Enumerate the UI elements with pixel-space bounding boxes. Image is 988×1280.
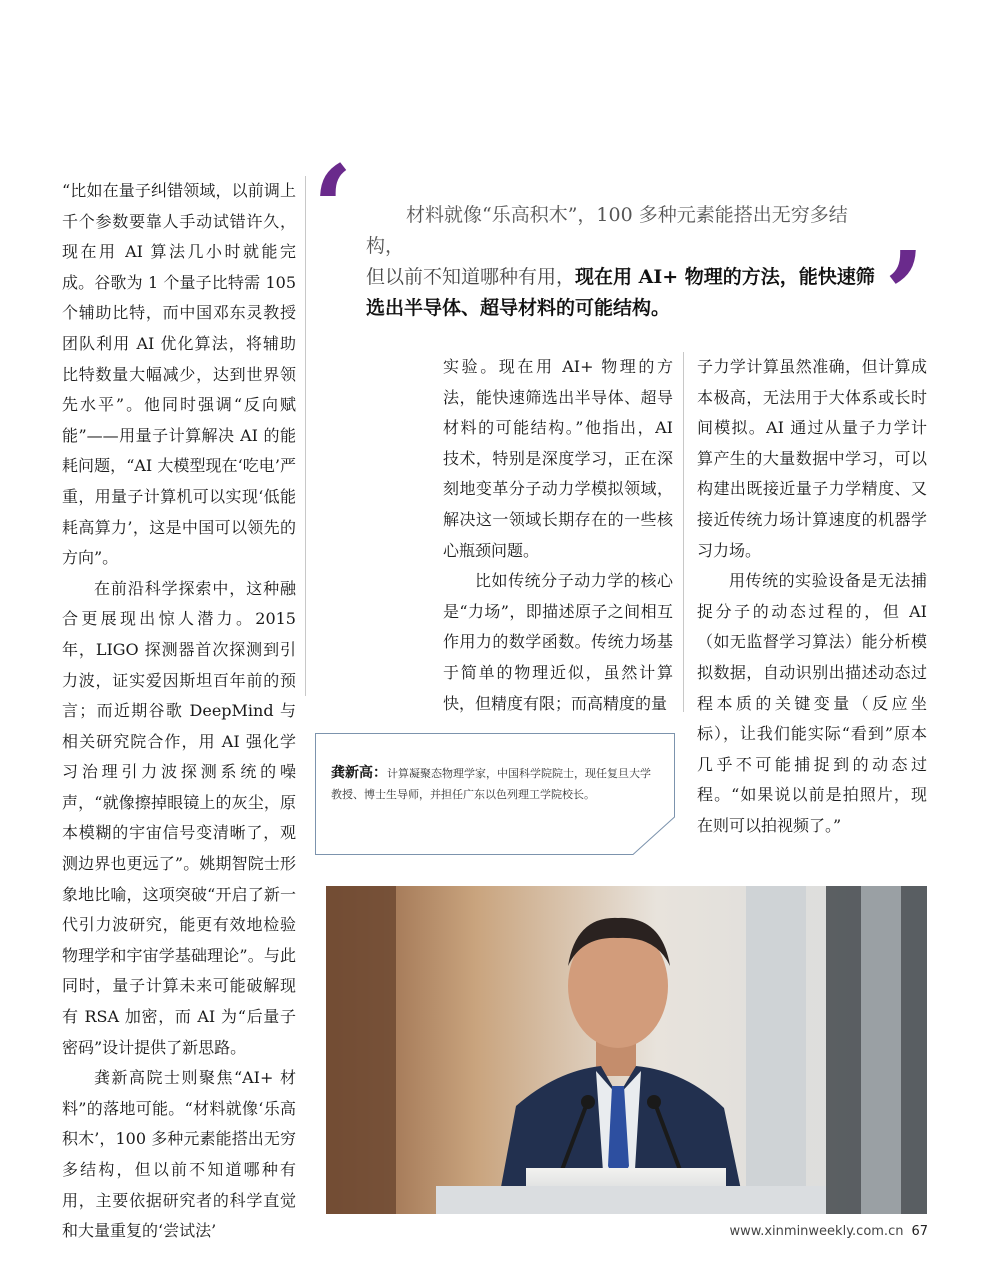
right-paragraph-2: 用传统的实验设备是无法捕捉分子的动态过程的，但 AI（如无监督学习算法）能分析模拟数据，自动识别出描述动态过程本质的关键变量（反应坐标），让我们能实际“看到”原本几乎不可能捕捉到的动态过程。“如果说以前是拍照片，现在则可以拍视频了。” [697,571,927,835]
middle-paragraph-1: 实验。现在用 AI+ 物理的方法，能快速筛选出半导体、超导材料的可能结构。”他指出，AI 技术，特别是深度学习，正在深刻地变革分子动力学模拟领域，解决这一领域长期存在的一些核心瓶颈问题。 [443,357,673,560]
pull-quote-normal: 但以前不知道哪种有用， [366,266,576,288]
page-number: 67 [911,1224,928,1239]
caption-name: 龚新高： [331,765,387,781]
left-paragraph-1: “比如在量子纠错领域，以前调上千个参数要靠人手动试错许久，现在用 AI 算法几小时就能完成。谷歌为 1 个量子比特需 105 个辅助比特，而中国邓东灵教授团队利用 AI 优化算法，将辅助比特数量大幅减少，达到世界领先水平”。他同时强调“反向赋能”——用量子计算解决 AI 的能耗问题，“AI 大模型现在‘吃电’严重，用量子计算机可以实现‘低能耗高算力’，这是中国可以领先的方向”。 [62,181,296,568]
profile-caption-box [315,733,675,857]
close-quote-mark: ’ [884,225,926,364]
column-divider-middle [683,352,684,712]
right-column [697,352,927,842]
pull-quote-line-1: 材料就像“乐高积木”，100 多种元素能搭出无穷多结构， [366,204,848,257]
column-divider-left [305,176,306,696]
speaker-photo-illustration [326,886,927,1214]
page-footer [730,1224,928,1239]
caption-description: 计算凝聚态物理学家，中国科学院院士，现任复旦大学教授、博士生导师，并担任广东以色列理工学院校长。 [331,767,651,801]
left-paragraph-3: 龚新高院士则聚焦“AI+ 材料”的落地可能。“材料就像‘乐高积木’，100 多种元素能搭出无穷多结构，但以前不知道哪种有用，主要依据研究者的科学直觉和大量重复的‘尝试法’ [62,1068,296,1241]
middle-paragraph-2: 比如传统分子动力学的核心是“力场”，即描述原子之间相互作用力的数学函数。传统力场基于简单的物理近似，虽然计算快，但精度有限；而高精度的量 [443,571,673,713]
left-paragraph-2: 在前沿科学探索中，这种融合更展现出惊人潜力。2015 年，LIGO 探测器首次探测到引力波，证实爱因斯坦百年前的预言；而近期谷歌 DeepMind 与相关研究院合作，用 AI 强化学习治理引力波探测系统的噪声，“就像擦掉眼镜上的灰尘，原本模糊的宇宙信号变清晰了，观测边界也更远了”。姚期智院士形象地比喻，这项突破“开启了新一代引力波研究，能更有效地检验物理学和宇宙学基础理论”。与此同时，量子计算未来可能破解现有 RSA 加密，而 AI 为“后量子密码”设计提供了新思路。 [62,578,296,1057]
left-column [62,176,296,1247]
caption-text [331,763,657,805]
footer-url: www.xinminweekly.com.cn [729,1224,904,1239]
pull-quote-bold: 现在用 AI+ 物理的方法，能快速筛选出半导体、超导材料的可能结构。 [366,266,875,319]
pull-quote [366,200,878,324]
speaker-photo [326,886,927,1214]
open-quote-mark: ‘ [312,139,354,278]
right-paragraph-1: 子力学计算虽然准确，但计算成本极高，无法用于大体系或长时间模拟。AI 通过从量子力学计算产生的大量数据中学习，可以构建出既接近量子力学精度、又接近传统力场计算速度的机器学习力场。 [697,357,927,560]
middle-column [443,352,673,719]
